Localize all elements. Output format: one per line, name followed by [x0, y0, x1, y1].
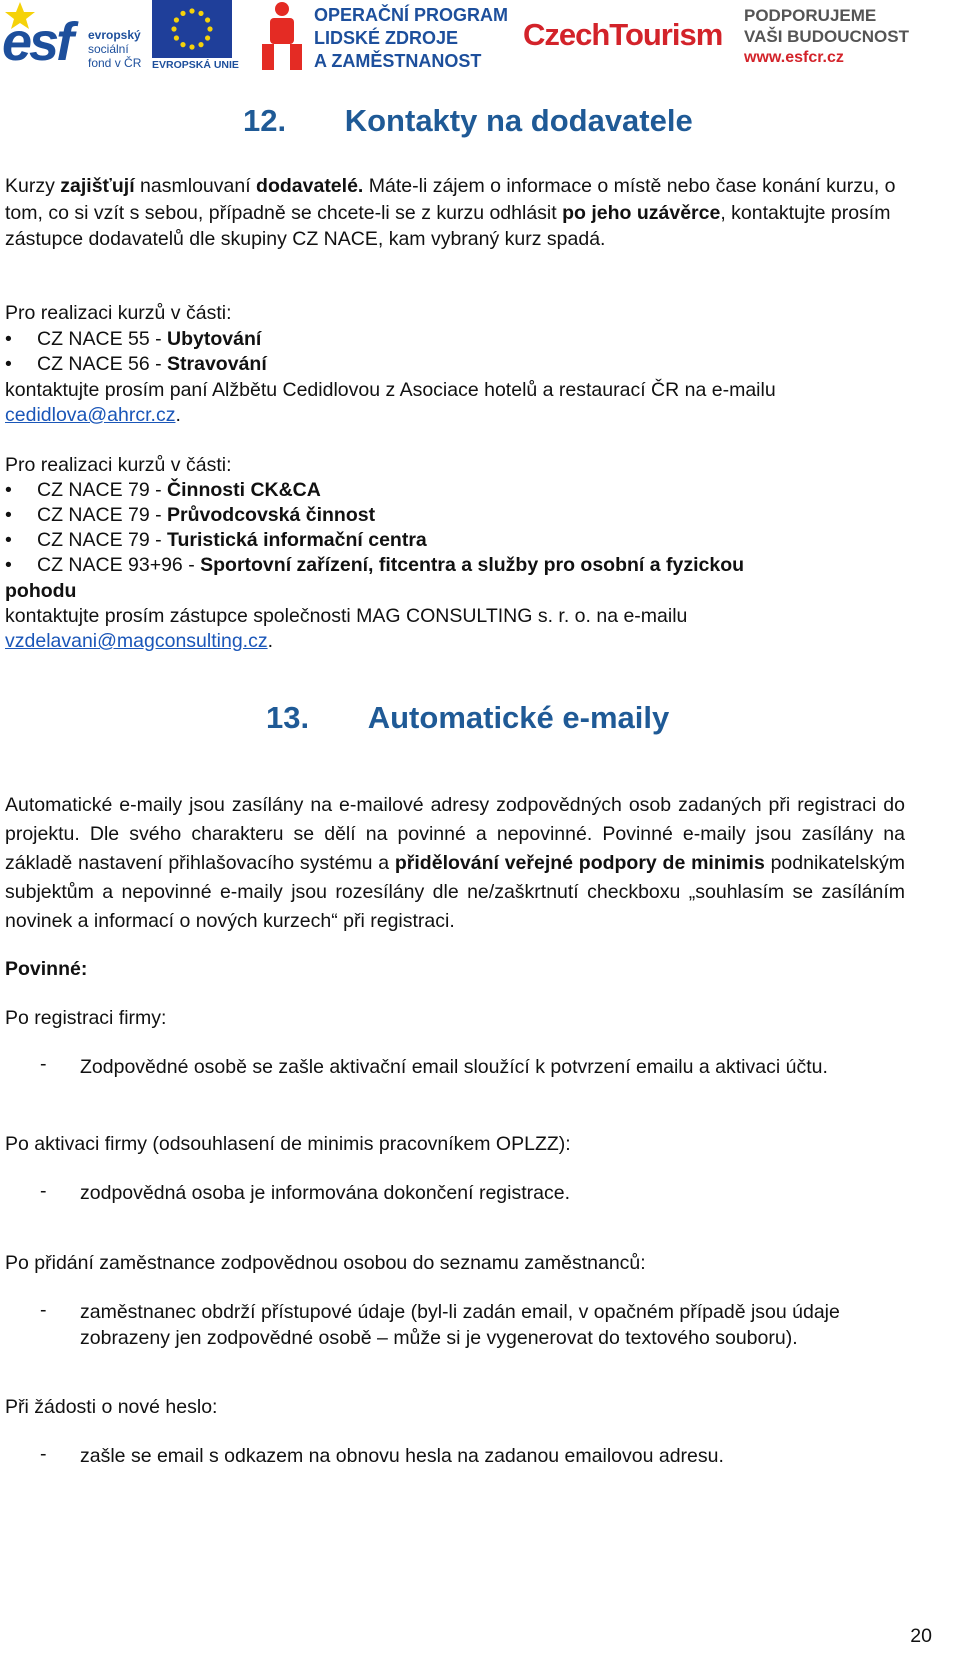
bullet-icon: •: [5, 328, 12, 350]
email-link-magconsulting[interactable]: vzdelavani@magconsulting.cz: [5, 630, 268, 652]
slogan-url: www.esfcr.cz: [744, 49, 844, 66]
email-link-cedidlova[interactable]: cedidlova@ahrcr.cz: [5, 404, 176, 426]
dash-icon: -: [40, 1180, 47, 1202]
povinne-label: Povinné:: [5, 958, 88, 980]
case-lead: Při žádosti o nové heslo:: [5, 1396, 218, 1418]
esf-mark: esf: [2, 12, 72, 72]
section-12-heading: [243, 103, 693, 139]
header-logos: [0, 0, 960, 80]
group1-email-line: cedidlova@ahrcr.cz.: [5, 404, 181, 426]
page-number: 20: [910, 1625, 932, 1647]
case-lead: Po aktivaci firmy (odsouhlasení de minimis pracovníkem OPLZZ):: [5, 1133, 571, 1155]
section-13-intro: Automatické e-maily jsou zasílány na e-mailové adresy zodpovědných osob zadaných při registraci do projektu. Dle svého charakteru se dělí na povinné a nepovinné. Povinné e-maily jsou zasílány na základě nastavení přihlašovacího systému a přidělování veřejné podpory de minimis podnikatelským subjektům a nepovinné e-maily jsou rozesílány dle ne/zaškrtnutí checkboxu „souhlasím se zasíláním novinek a informací o nových kurzech“ při registraci.: [5, 794, 905, 932]
slogan-line2: VAŠI BUDOUCNOST: [744, 27, 909, 46]
section-13-number: 13.: [266, 700, 310, 735]
group2-contact: kontaktujte prosím zástupce společnosti MAG CONSULTING s. r. o. na e-mailu: [5, 605, 688, 627]
bullet-icon: •: [5, 529, 12, 551]
eu-flag-icon: [152, 0, 232, 58]
eu-caption: EVROPSKÁ UNIE: [152, 59, 239, 71]
case-item: zaměstnanec obdrží přístupové údaje (byl-li zadán email, v opačném případě jsou údaje zobrazeny jen zodpovědné osobě – může si je vygenerovat do textového souboru).: [80, 1301, 840, 1349]
group2-lead: Pro realizaci kurzů v části:: [5, 454, 232, 476]
slogan-line1: PODPORUJEME: [744, 6, 877, 25]
group2-email-line: vzdelavani@magconsulting.cz.: [5, 630, 274, 652]
group1-lead: Pro realizaci kurzů v části:: [5, 302, 232, 324]
op-lzz-logo: [258, 0, 508, 72]
op-line1: OPERAČNÍ PROGRAM: [314, 5, 509, 25]
case-item: zodpovědná osoba je informována dokončení registrace.: [80, 1182, 570, 1204]
bullet-icon: •: [5, 353, 12, 375]
slogan-block: [744, 5, 960, 68]
case-lead: Po přidání zaměstnance zodpovědnou osobou do seznamu zaměstnanců:: [5, 1252, 646, 1274]
list-item-continuation: pohodu: [5, 580, 77, 602]
case-lead: Po registraci firmy:: [5, 1007, 167, 1029]
section-12-title: Kontakty na dodavatele: [344, 103, 693, 138]
bullet-icon: •: [5, 554, 12, 576]
op-line3: A ZAMĚSTNANOST: [314, 51, 482, 71]
dash-icon: -: [40, 1053, 47, 1075]
esf-line1: evropský: [88, 28, 141, 42]
eu-logo: [152, 0, 239, 72]
section-13-title: Automatické e-maily: [367, 700, 670, 735]
section-12-intro: Kurzy zajišťují nasmlouvaní dodavatelé. Máte-li zájem o informace o místě nebo čase konání kurzu, o tom, co si vzít s sebou, případně se chcete-li se z kurzu odhlásit po jeho uzávěrce, kontaktujte prosím zástupce dodavatelů dle skupiny CZ NACE, kam vybraný kurz spadá.: [5, 175, 896, 250]
esf-line2: sociální: [88, 42, 129, 56]
case-item: Zodpovědné osobě se zašle aktivační email sloužící k potvrzení emailu a aktivaci účtu.: [80, 1056, 828, 1078]
op-line2: LIDSKÉ ZDROJE: [314, 28, 459, 48]
section-12-number: 12.: [243, 103, 287, 138]
bullet-icon: •: [5, 504, 12, 526]
esf-logo: [0, 0, 145, 72]
esf-line3: fond v ČR: [88, 56, 142, 70]
czechtourism-logo: CzechTourism: [523, 17, 723, 52]
section-13-heading: [266, 700, 669, 736]
dash-icon: -: [40, 1299, 47, 1321]
bullet-icon: •: [5, 479, 12, 501]
group1-contact: kontaktujte prosím paní Alžbětu Cedidlovou z Asociace hotelů a restaurací ČR na e-mailu: [5, 379, 776, 401]
case-item: zašle se email s odkazem na obnovu hesla na zadanou emailovou adresu.: [80, 1445, 724, 1467]
dash-icon: -: [40, 1443, 47, 1465]
people-icon: [258, 0, 306, 72]
